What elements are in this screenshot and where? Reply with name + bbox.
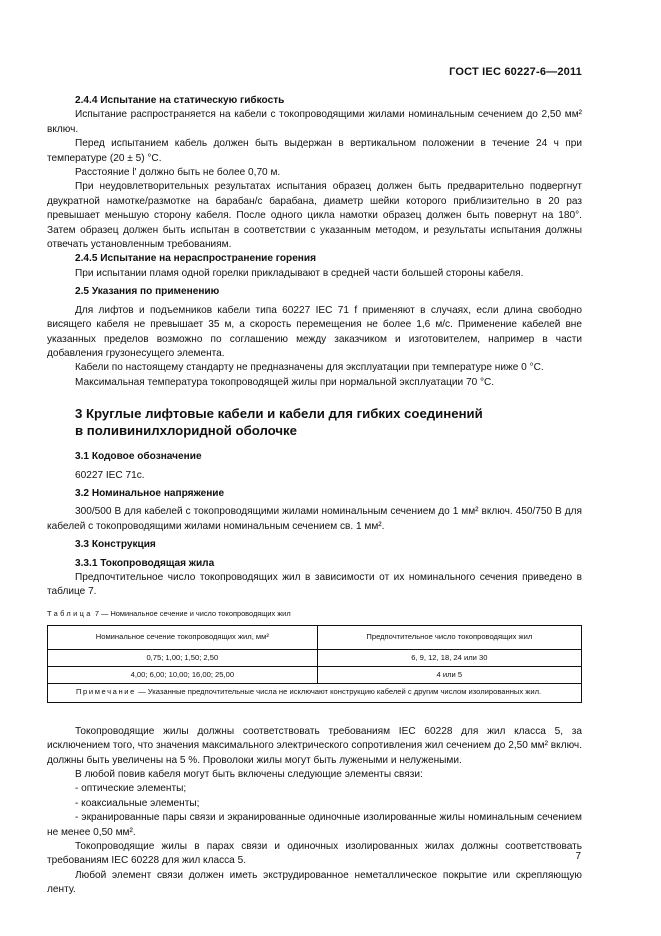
table-note-row [48,683,582,702]
cell-count: 4 или 5 [317,666,581,683]
paragraph: Токопроводящие жилы в парах связи и одиночных изолированных жилах должны соответствовать требованиям IEC 60228 для жил класса 5. [47,841,582,867]
section-3-title [47,405,582,439]
page-number: 7 [575,851,581,862]
page-content [47,94,582,898]
paragraph: Расстояние l' должно быть не более 0,70 м. [75,167,281,179]
table-caption-text: 7 — Номинальное сечение и число токопроводящих жил [92,608,291,618]
cell-section: 0,75; 1,00; 1,50; 2,50 [48,649,318,666]
column-header-count: Предпочтительное число токопроводящих жил [317,625,581,649]
table-row [48,666,582,683]
section-3-title-line-1: 3 Круглые лифтовые кабели и кабели для гибких соединений [75,406,483,422]
list-item: - коаксиальные элементы; [75,797,200,809]
paragraph: Для лифтов и подъемников кабели типа 60227 IEC 71 f применяют в случаях, если длина свободно висящего кабеля не превышает 35 м, а скорость перемещения не более 1,6 м/с. Применение кабелей вне указанных пределов возможно по соглашению между заказчиком и изготовителем, например в части добавления грузонесущего элемента. [47,304,582,359]
table-caption-label: Таблица [47,608,93,618]
section-2-5-title: 2.5 Указания по применению [75,286,220,298]
section-3-3-title: 3.3 Конструкция [75,539,156,551]
section-2-4-4-title: 2.4.4 Испытание на статическую гибкость [75,95,285,106]
paragraph: Любой элемент связи должен иметь экструдированное неметаллическое покрытие или скрепляющую ленту. [47,869,582,896]
note-text: — Указанные предпочтительные числа не исключают конструкцию кабелей с другим числом изолированных жил. [135,686,542,696]
standard-header: ГОСТ IEC 60227-6—2011 [449,66,582,78]
paragraph: При неудовлетворительных результатах испытания образец должен быть предварительно подвергнут двукратной намотке/размотке на барабан/с барабана, диаметр шейки которого приблизительно в 20 раз превышает меньшую сторону кабеля. После одного цикла намотки образец должен быть повернут на 180°. Затем образец должен быть испытан в соответствии с указанным методом, и результаты испытания должны отвечать установленным требованиям. [47,181,582,251]
cell-section: 4,00; 6,00; 10,00; 16,00; 25,00 [48,666,318,683]
section-3-1-title: 3.1 Кодовое обозначение [75,451,202,463]
table-header-row [48,625,582,649]
column-header-section: Номинальное сечение токопроводящих жил, мм² [48,625,318,649]
paragraph: Испытание распространяется на кабели с токопроводящими жилами номинальным сечением до 2,50 мм² включ. [47,109,582,135]
paragraph: В любой повив кабеля могут быть включены следующие элементы связи: [75,769,423,780]
paragraph: При испытании пламя одной горелки прикладывают в средней части большей стороны кабеля. [75,267,524,279]
table-7 [47,625,582,703]
section-3-3-1-title: 3.3.1 Токопроводящая жила [75,557,215,569]
paragraph: Максимальная температура токопроводящей жилы при нормальной эксплуатации 70 °С. [75,376,495,388]
cell-count: 6, 9, 12, 18, 24 или 30 [317,649,581,666]
paragraph: 300/500 В для кабелей с токопроводящими жилами номинальным сечением до 1 мм² включ. 450/750 В для кабелей с токопроводящими жилами номинальным сечением св. 1 мм². [47,506,582,532]
section-2-4-5-title: 2.4.5 Испытание на нераспространение горения [75,253,317,265]
paragraph: Токопроводящие жилы должны соответствовать требованиям IEC 60228 для жил класса 5, за исключением того, что значения максимального электрического сопротивления жил сечением до 2,50 мм² включ. должны быть увеличены на 5 %. Проволоки жилы могут быть лужеными и нелужеными. [47,725,582,766]
paragraph: Предпочтительное число токопроводящих жил в зависимости от их номинального сечения приведено в таблице 7. [47,571,582,598]
note-label: Примечание [76,686,136,696]
paragraph: Кабели по настоящему стандарту не предназначены для эксплуатации при температуре ниже 0 °С. [75,362,544,374]
section-3-title-line-2: в поливинилхлоридной оболочке [75,423,297,439]
list-item: - оптические элементы; [75,783,187,795]
table-row [48,649,582,666]
table-7-caption [47,609,582,619]
section-3-2-title: 3.2 Номинальное напряжение [75,487,225,499]
list-item: - экранированные пары связи и экранированные одиночные изолированные жилы номинальным сечением не менее 0,50 мм². [47,812,582,838]
paragraph: Перед испытанием кабель должен быть выдержан в вертикальном положении в течение 24 ч при температуре (20 ± 5) °С. [47,138,582,164]
paragraph: 60227 IEC 71c. [75,469,145,481]
table-note [48,683,582,702]
